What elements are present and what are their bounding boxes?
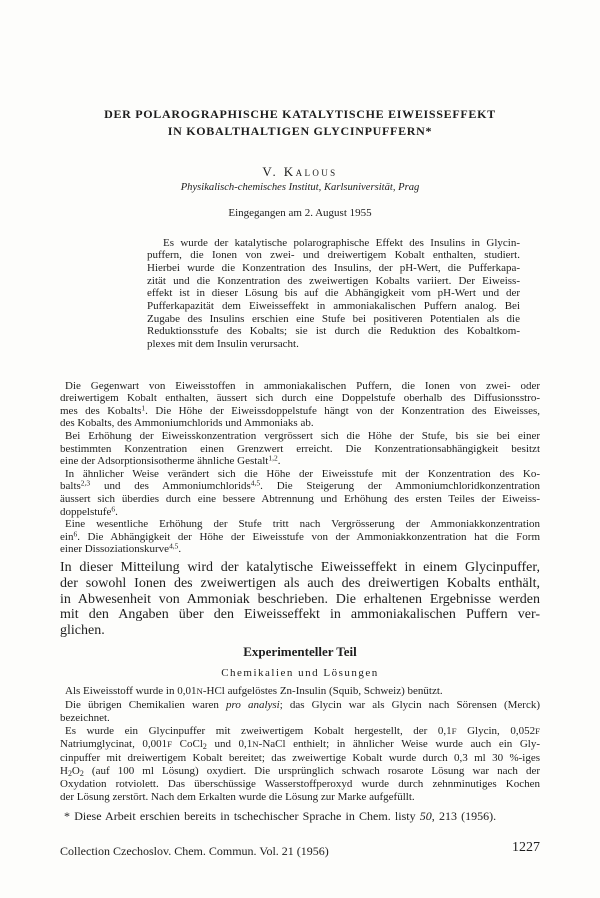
text-run: Die Gegenwart von Eiweisstoffen in ammoniakalischen Puffern, die Ionen von zwei- oder xyxy=(65,379,540,392)
text-run: . Die Steigerung der Ammoniumchloridkonzentration xyxy=(260,480,540,493)
text-run: bezeichnet. xyxy=(60,711,110,724)
text-line xyxy=(60,592,540,608)
text-run: . xyxy=(277,455,281,468)
text-run: puffern, die Ionen von zwei- und dreiwertigem Kobalt enthalten, studiert. xyxy=(147,249,520,262)
text-run: Reduktionsstufe des Kobalts; sie ist durch die Reduktion des Kobaltkom- xyxy=(147,325,520,338)
superscript-reference: 1,2 xyxy=(268,453,278,463)
text-line xyxy=(147,237,520,250)
text-run: äussert sich überdies durch eine bessere Abtrennung und Erhöhung des ersten Teiles der Eiweiss- xyxy=(60,493,540,506)
text-line xyxy=(60,455,540,468)
italic-text: pro analysi xyxy=(225,698,280,711)
text-run: balts xyxy=(60,480,81,493)
text-run: dreiwertigem Kobalt enthalten, äussert sich durch eine Doppelstufe oberhalb des Diffusionsstro- xyxy=(60,392,540,405)
text-line xyxy=(60,725,540,738)
text-line xyxy=(147,325,520,338)
aim-statement xyxy=(60,560,540,639)
page-number: 1227 xyxy=(512,840,540,855)
small-cap-unit: F xyxy=(535,726,540,737)
text-line xyxy=(147,262,520,275)
text-line xyxy=(60,430,540,443)
experimental-text xyxy=(60,685,540,804)
text-run: in Abwesenheit von Ammoniak beschrieben. Die erhaltenen Ergebnisse werden xyxy=(60,591,540,607)
text-run: * Diese Arbeit erschien bereits in tschechischer Sprache in Chem. listy xyxy=(64,809,420,823)
chemical-subscript: 2 xyxy=(79,768,84,778)
small-cap-unit: F xyxy=(167,739,173,750)
text-line xyxy=(60,380,540,393)
footnote xyxy=(64,809,540,823)
text-line xyxy=(60,493,540,506)
text-run: . xyxy=(178,543,182,556)
text-line xyxy=(64,809,540,823)
section-heading: Experimenteller Teil xyxy=(243,644,357,659)
text-run: -HCl aufgelöstes Zn-Insulin (Squib, Schweiz) benützt. xyxy=(202,685,443,698)
text-run: Als Eiweisstoff wurde in 0,01 xyxy=(65,685,197,698)
text-line xyxy=(60,699,540,712)
small-cap-unit: F xyxy=(451,726,457,737)
text-run: doppelstufe xyxy=(60,505,112,518)
text-run: In ähnlicher Weise verändert sich die Höhe der Eiweisstufe mit der Konzentration des Ko- xyxy=(65,467,540,480)
text-run: bestimmten Konzentration einen Grenzwert erreicht. Die Konzentrationsabhängigkeit besitzt xyxy=(60,442,540,455)
text-line xyxy=(147,287,520,300)
text-line xyxy=(60,738,540,751)
text-run: Zugabe des Insulins erschien eine Stufe bei positiveren Potentialen als die xyxy=(147,312,520,325)
text-run: Die übrigen Chemikalien waren xyxy=(65,698,226,711)
text-line xyxy=(60,531,540,544)
text-run: und 0,1 xyxy=(206,738,253,751)
text-run: Bei Erhöhung der Eiweisskonzentration vergrössert sich die Höhe der Stufe, bis sie bei einer xyxy=(65,430,540,443)
text-run: . Die Höhe der Eiweissdoppelstufe hängt von der Konzentration des Eiweisses, xyxy=(145,404,540,417)
text-run: Glycin, 0,052 xyxy=(456,725,536,738)
text-run: O xyxy=(71,764,80,777)
text-run: cinpuffer mit dreiwertigem Kobalt bereitet; das zweiwertige Kobalt wurde durch 0,3 ml 30 %-iges xyxy=(60,751,540,764)
text-line xyxy=(60,685,540,698)
text-line xyxy=(60,791,540,804)
affiliation: Physikalisch-chemisches Institut, Karlsuniversität, Prag xyxy=(180,182,420,193)
text-run: In dieser Mitteilung wird der katalytische Eiweisseffekt in einem Glycinpuffer, xyxy=(60,560,540,575)
text-line xyxy=(147,313,520,326)
text-run: Es wurde ein Glycinpuffer mit zweiwertigem Kobalt hergestellt, der 0,1 xyxy=(65,725,452,738)
title-line: DER POLAROGRAPHISCHE KATALYTISCHE EIWEISSEFFEKT xyxy=(104,107,496,121)
text-run: effekt ist in dieser Lösung bis auf die Abhängigkeit vom pH-Wert und der xyxy=(147,287,520,300)
text-line xyxy=(60,576,540,592)
superscript-reference: 4,5 xyxy=(250,478,261,488)
journal-citation: Collection Czechoslov. Chem. Commun. Vol. 21 (1956) xyxy=(60,844,329,858)
introduction-text xyxy=(60,380,540,556)
text-run: Natriumglycinat, 0,001 xyxy=(60,738,168,751)
superscript-reference: 4,5 xyxy=(169,541,179,551)
text-line xyxy=(60,560,540,576)
text-run: . xyxy=(115,505,118,518)
text-run: und des Ammoniumchlorids xyxy=(90,480,251,493)
small-cap-unit: N xyxy=(196,686,203,697)
superscript-reference: 1 xyxy=(141,403,146,413)
received-date: Eingegangen am 2. August 1955 xyxy=(228,207,372,219)
text-run: -NaCl enthielt; in ähnlicher Weise wurde auch ein Gly- xyxy=(258,738,541,751)
text-line xyxy=(60,503,540,519)
text-run: des Kobalts, des Ammoniumchlorids und Ammoniaks ab. xyxy=(60,417,314,430)
text-line xyxy=(60,712,540,725)
text-run: zität und die Konzentration des zweiwertigen Kobalts variiert. Der Eiweiss- xyxy=(147,274,520,287)
text-run: mit den Angaben über den Eiweisseffekt in ammoniakalischen Puffern ver- xyxy=(60,607,540,623)
text-line xyxy=(60,752,540,765)
superscript-reference: 2,3 xyxy=(80,478,91,488)
text-run: H xyxy=(60,764,68,777)
text-line xyxy=(60,417,540,430)
text-line xyxy=(147,300,520,313)
text-run: Es wurde der katalytische polarographische Effekt des Insulins in Glycin- xyxy=(163,236,520,249)
text-line xyxy=(60,543,540,556)
text-line xyxy=(60,480,540,493)
text-run: CoCl xyxy=(172,738,203,751)
text-line xyxy=(60,623,540,639)
text-run: plexes mit dem Insulin verursacht. xyxy=(147,338,299,351)
text-line xyxy=(60,518,540,531)
text-run: . Die Abhängigkeit der Höhe der Eiweisstufe von der Ammoniakkonzentration hat die Form xyxy=(77,530,540,543)
text-run: eine der Adsorptionsisotherme ähnliche Gestalt xyxy=(60,455,269,468)
text-line xyxy=(60,405,540,418)
text-line xyxy=(60,778,540,791)
abstract xyxy=(147,237,520,351)
text-run: Pufferkapazität dem Eiweisseffekt in ammoniakalischen Puffern analog. Bei xyxy=(147,300,520,313)
superscript-reference: 6 xyxy=(73,529,78,539)
small-cap-unit: N xyxy=(252,739,259,750)
text-line xyxy=(60,392,540,405)
text-run: der Lösung zerstört. Nach dem Erkalten wurde die Lösung zur Marke aufgefüllt. xyxy=(60,791,415,804)
text-line xyxy=(60,468,540,481)
text-run: der sowohl Ionen des zweiwertigen als auch des dreiwertigen Kobalts enthält, xyxy=(60,575,540,591)
text-run: mes des Kobalts xyxy=(60,404,142,417)
text-run: (auf 100 ml Lösung) oxydiert. Die ursprünglich schwach rosarote Lösung war nach der xyxy=(83,764,540,777)
author-name: V. Kalous xyxy=(262,164,338,179)
text-run: einer Dissoziationskurve xyxy=(60,543,170,556)
italic-text: 50 xyxy=(419,809,432,823)
text-run: glichen. xyxy=(60,623,105,638)
chemical-subscript: 2 xyxy=(202,742,207,752)
text-run: Oxydation rotviolett. Das überschüssige Wasserstoffperoxyd wurde durch zehnminutiges Kochen xyxy=(60,778,540,791)
text-line xyxy=(60,765,540,778)
text-run: Eine wesentliche Erhöhung der Stufe tritt nach Vergrösserung der Ammoniakkonzentration xyxy=(65,518,540,531)
superscript-reference: 6 xyxy=(111,503,116,513)
title-line: IN KOBALTHALTIGEN GLYCINPUFFERN* xyxy=(167,124,433,138)
text-run: ein xyxy=(60,530,74,543)
subsection-heading: Chemikalien und Lösungen xyxy=(221,667,379,679)
text-run: ; das Glycin war als Glycin nach Sörensen (Merck) xyxy=(279,698,540,711)
text-line xyxy=(147,275,520,288)
text-line xyxy=(147,338,520,351)
text-line xyxy=(60,443,540,456)
text-run: Hierbei wurde die Konzentration des Insulins, der pH-Wert, die Pufferkapa- xyxy=(147,261,520,274)
text-line xyxy=(60,607,540,623)
article-title xyxy=(0,106,600,140)
chemical-subscript: 2 xyxy=(67,768,72,778)
text-line xyxy=(147,249,520,262)
text-run: , 213 (1956). xyxy=(431,809,497,823)
